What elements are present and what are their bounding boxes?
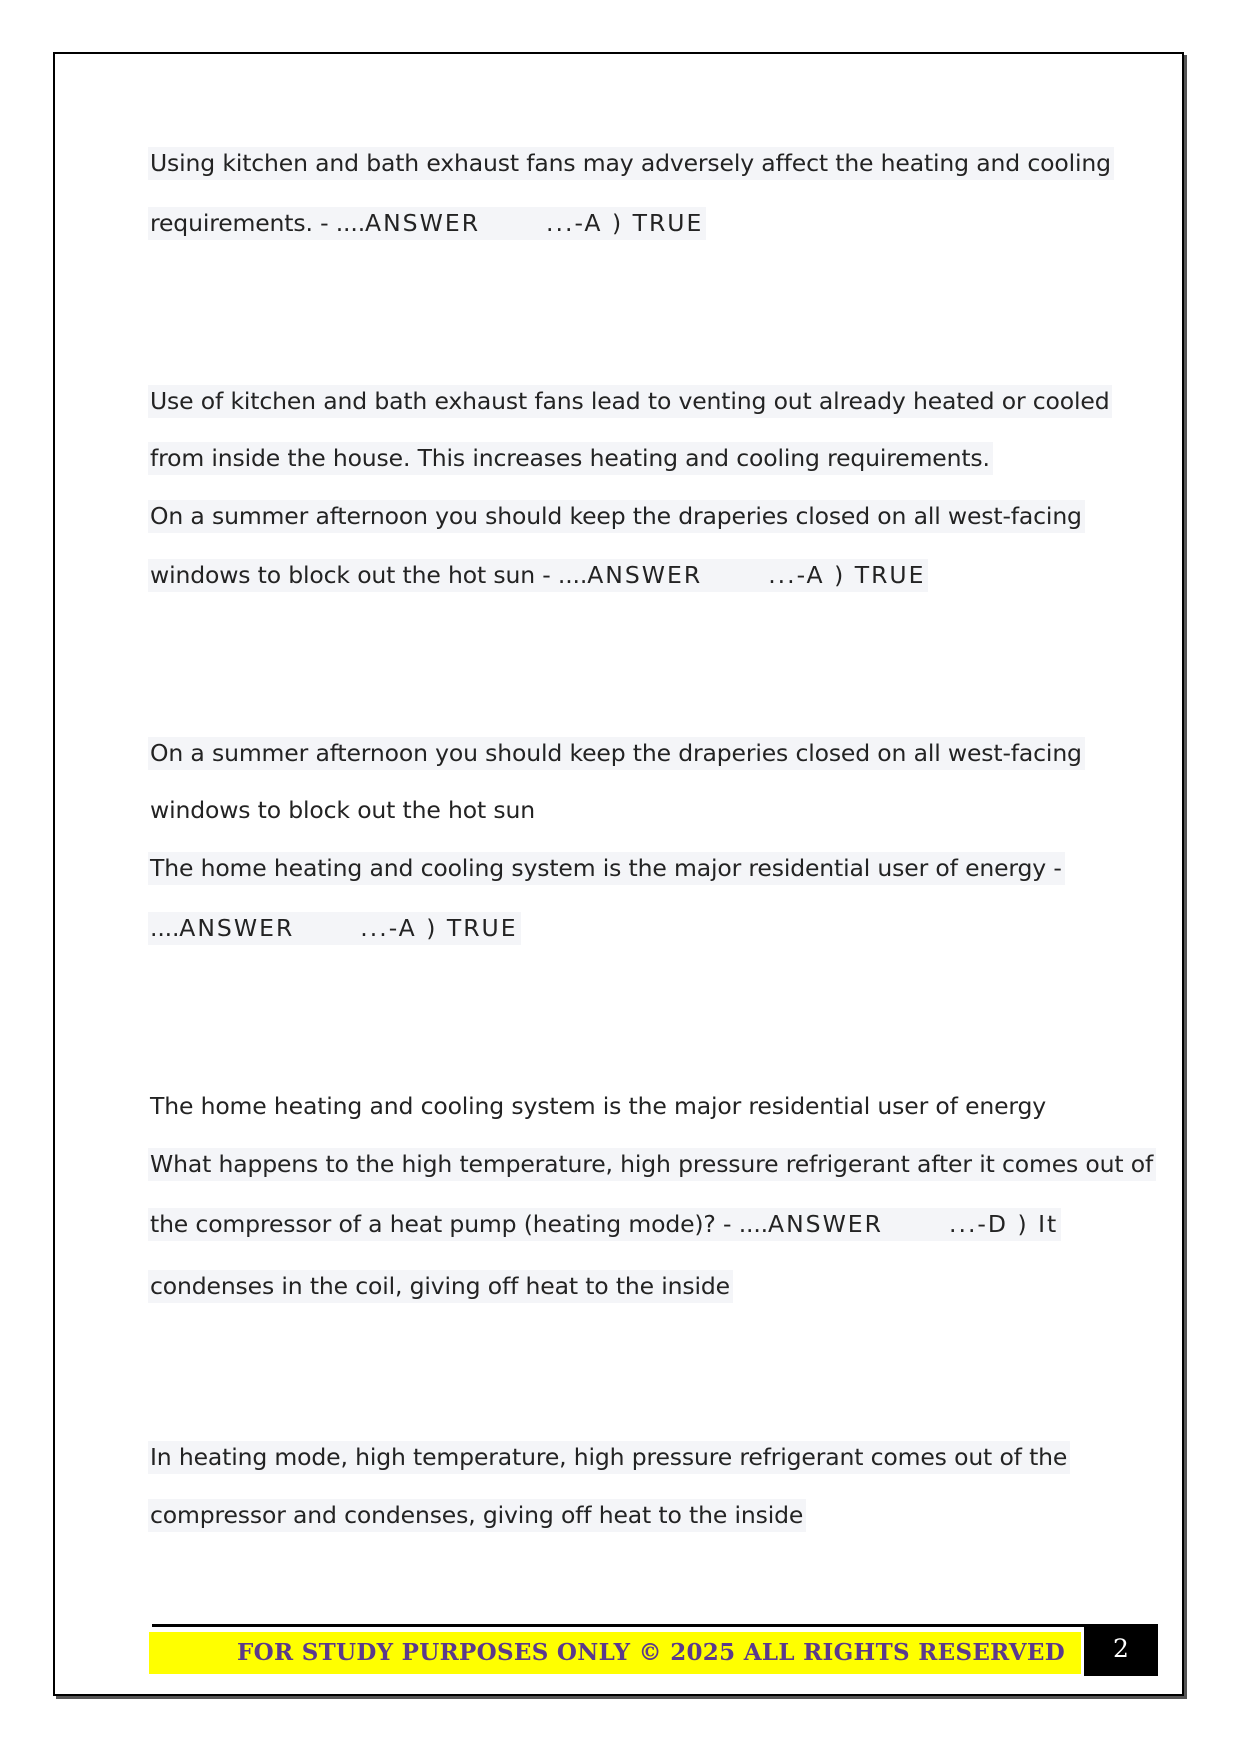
- explanation2-line1: On a summer afternoon you should keep the draperies closed on all west-facing: [148, 737, 1085, 770]
- answer-label: ANSWER: [587, 561, 703, 589]
- explanation3-line1: The home heating and cooling system is the major residential user of energy: [150, 1092, 1047, 1120]
- explanation1-line2: from inside the house. This increases heating and cooling requirements.: [148, 442, 993, 475]
- explanation2-line2: windows to block out the hot sun: [150, 796, 535, 824]
- q1-question-line2: requirements. - ....ANSWER ...-A ) TRUE: [148, 207, 706, 240]
- q3-question-line1: The home heating and cooling system is the major residential user of energy -: [148, 852, 1065, 885]
- answer-value: ...-A ) TRUE: [360, 914, 518, 942]
- answer-label: ANSWER: [179, 914, 295, 942]
- answer-value: ...-D ) It: [949, 1210, 1059, 1238]
- q4-question-line2: the compressor of a heat pump (heating mode)? - ....ANSWER ...-D ) It: [148, 1208, 1061, 1241]
- footer-copyright: FOR STUDY PURPOSES ONLY © 2025 ALL RIGHTS RESERVED: [237, 1639, 1065, 1666]
- explanation1-line1: Use of kitchen and bath exhaust fans lead to venting out already heated or cooled: [148, 385, 1112, 418]
- answer-value: ...-A ) TRUE: [768, 561, 926, 589]
- explanation4-line2: compressor and condenses, giving off heat to the inside: [148, 1499, 806, 1532]
- q2-question-line2: windows to block out the hot sun - ....ANSWER ...-A ) TRUE: [148, 559, 928, 592]
- q2-question-line1: On a summer afternoon you should keep the draperies closed on all west-facing: [148, 500, 1085, 533]
- answer-value: ...-A ) TRUE: [546, 209, 704, 237]
- footer-band: [149, 1632, 1081, 1674]
- explanation4-line1: In heating mode, high temperature, high pressure refrigerant comes out of the: [148, 1441, 1070, 1474]
- answer-label: ANSWER: [768, 1210, 883, 1238]
- q3-question-line2: ....ANSWER ...-A ) TRUE: [148, 912, 521, 945]
- q4-question-line1: What happens to the high temperature, high pressure refrigerant after it comes out of: [148, 1148, 1156, 1181]
- page-number: 2: [1084, 1624, 1158, 1676]
- answer-label: ANSWER: [365, 209, 481, 237]
- footer-rule: [152, 1624, 1087, 1627]
- q1-question-line1: Using kitchen and bath exhaust fans may adversely affect the heating and cooling: [148, 147, 1114, 180]
- q4-question-line3: condenses in the coil, giving off heat to the inside: [148, 1270, 733, 1303]
